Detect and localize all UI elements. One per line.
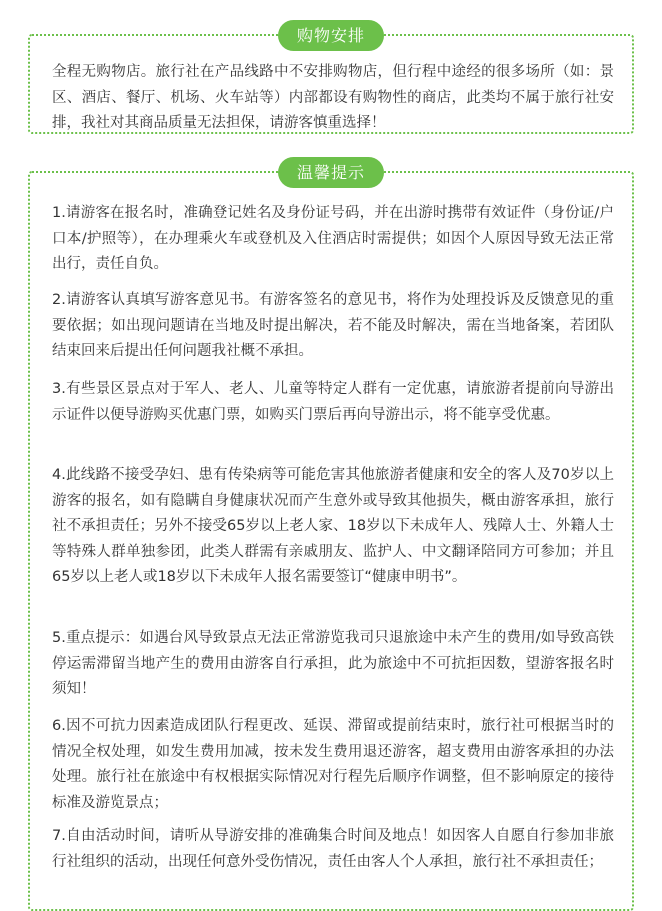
tip-item-4: 4.此线路不接受孕妇、患有传染病等可能危害其他旅游者健康和安全的客人及70岁以上游客的报名，如有隐瞒自身健康状况而产生意外或导致其他损失，概由游客承担，旅行社不承担责任；另外不接受65岁以上老人家、18岁以下未成年人、残障人士、外籍人士等特殊人群单独参团，此类人群需有亲戚朋友、监护人、中文翻译陪同方可参加；并且65岁以上老人或18岁以下未成年人报名需要签订“健康申明书”。	[52, 467, 614, 585]
tips-section	[28, 163, 634, 911]
tip-item-3: 3.有些景区景点对于军人、老人、儿童等特定人群有一定优惠，请旅游者提前向导游出示证件以便导游购买优惠门票，如购买门票后再向导游出示，将不能享受优惠。	[52, 381, 614, 423]
tip-item-5: 5.重点提示：如遇台风导致景点无法正常游览我司只退旅途中未产生的费用/如导致高铁停运需滞留当地产生的费用由游客自行承担，此为旅途中不可抗拒因数，望游客报名时须知！	[52, 630, 614, 697]
tip-item-1: 1.请游客在报名时，准确登记姓名及身份证号码，并在出游时携带有效证件（身份证/户口本/护照等），在办理乘火车或登机及入住酒店时需提供；如因个人原因导致无法正常出行，责任自负。	[52, 205, 614, 272]
tip-item-6: 6.因不可抗力因素造成团队行程更改、延误、滞留或提前结束时，旅行社可根据当时的情况全权处理，如发生费用加减，按未发生费用退还游客，超支费用由游客承担的办法处理。旅行社在旅途中有权根据实际情况对行程先后顺序作调整，但不影响原定的接待标准及游览景点；	[52, 718, 614, 811]
shopping-section	[28, 26, 634, 134]
shopping-notice-text: 全程无购物店。旅行社在产品线路中不安排购物店，但行程中途经的很多场所（如：景区、酒店、餐厅、机场、火车站等）内部都设有购物性的商店，此类均不属于旅行社安排，我社对其商品质量无法担保，请游客慎重选择！	[52, 64, 614, 131]
tips-title-badge: 温馨提示	[278, 157, 384, 188]
tip-item-7: 7.自由活动时间，请听从导游安排的准确集合时间及地点！如因客人自愿自行参加非旅行社组织的活动，出现任何意外受伤情况，责任由客人个人承担，旅行社不承担责任；	[52, 828, 614, 870]
shopping-title-badge: 购物安排	[278, 20, 384, 51]
tip-item-2: 2.请游客认真填写游客意见书。有游客签名的意见书，将作为处理投诉及反馈意见的重要依据；如出现问题请在当地及时提出解决，若不能及时解决，需在当地备案，若团队结束回来后提出任何问题我社概不承担。	[52, 292, 614, 359]
